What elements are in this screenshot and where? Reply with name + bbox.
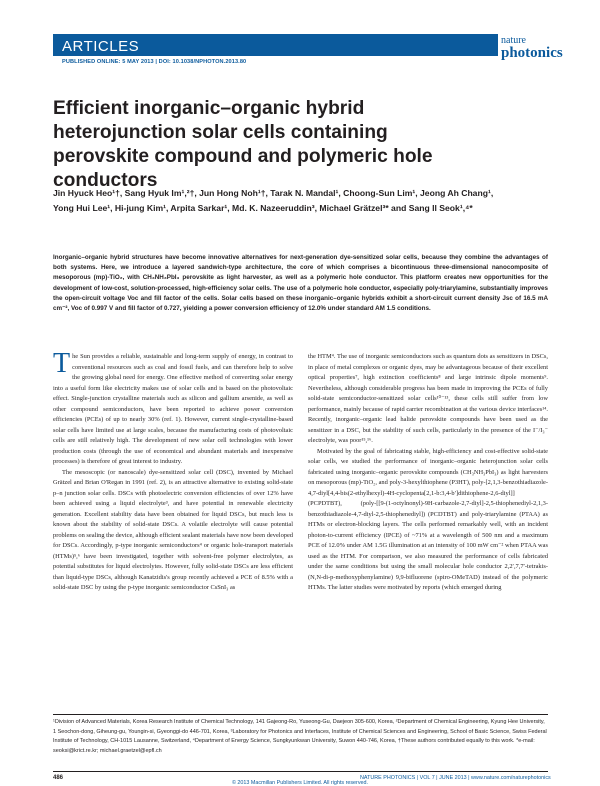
author-list: Jin Hyuck Heo¹†, Sang Hyuk Im¹,²†, Jun Hong Noh¹†, Tarak N. Mandal¹, Choong-Sun Lim¹, Jeong Ah Chang¹, Yong Hui Lee¹, Hi-jung Kim¹, Arpita Sarkar¹, Md. K. Nazeeruddin³, Michael Grätzel³* and Sang Il Seok¹,⁴* bbox=[53, 188, 494, 213]
page-number: 486 bbox=[53, 775, 64, 781]
journal-footer: NATURE PHOTONICS | VOL 7 | JUNE 2013 | www.nature.com/naturephotonics bbox=[360, 775, 551, 781]
copyright: © 2013 Macmillan Publishers Limited. All rights reserved. bbox=[231, 780, 369, 786]
logo-line-photonics: photonics bbox=[501, 45, 563, 61]
paragraph: The mesoscopic (or nanoscale) dye-sensitized solar cell (DSC), invented by Michael Grätzel and Brian O'Regan in 1991 (ref. 2), is an attractive alternative to existing solid-state p–n junction solar cells. DSCs with photoelectric conversion efficiencies of over 12% have been achieved using a liquid electrolyte³, and have potential in renewable electricity generation. Excellent stability data have been obtained for liquid DSCs, but much less is known about the stability of solid-state DSCs. A volatile electrolyte will cause potential problems on sealing the device, although efficient sealant materials have now been developed for DSCs. Accordingly, p-type inorganic semiconductors⁴ or organic hole-transport materials (HTMs)⁵,⁶ have been investigated, together with solvent-free polymer electrolytes, as potential substitutes for liquid electrolytes. However, fully solid-state DSCs are less efficient than liquid-type DSCs, although Kanatzidis's group recently achieved a PCE of 8.5% with a solid-state DSC by using the p-type inorganic semiconductor CsSnI₃ as bbox=[53, 468, 293, 591]
journal-logo bbox=[501, 35, 563, 61]
logo-line-nature: nature bbox=[501, 35, 526, 46]
paragraph bbox=[53, 348, 293, 468]
paragraph-text: he Sun provides a reliable, sustainable and long-term supply of energy, in contrast to conventional resources such as coal and fossil fuels, and can therefore help to solve the growing global need for energy. One effective method of converting solar energy into a useful form like electricity makes use of solar cells and is based on the photovoltaic effect. Single-junction crystalline materials such as silicon and gallium arsenide, as well as other compound semiconductors, have been reported to achieve power conversion efficiencies (PCEs) of up to nearly 30% (ref. 1). However, current single-crystalline-based solar cells have limited use at large scales, because the manufacturing costs of photovoltaic cells are still relatively high. The development of new solar cell technologies with lower production costs (through the use of economical and abundant materials and inexpensive processes) is therefore of great interest to industry. bbox=[53, 353, 293, 465]
body-column-left bbox=[53, 348, 293, 594]
article-title: Efficient inorganic–organic hybrid heterojunction solar cells containing perovskite compound and polymeric hole conductors bbox=[53, 98, 433, 191]
body-column-right bbox=[308, 352, 548, 594]
abstract: Inorganic–organic hybrid structures have become innovative alternatives for next-generation dye-sensitized solar cells, because they combine the advantages of both systems. Here, we introduce a layered sandwich-type architecture, the core of which comprises a bicontinuous three-dimensional nanocomposite of mesoporous (mp)-TiO₂, with CH₃NH₃PbI₃ perovskite as light harvester, as well as a polymeric hole conductor. This platform creates new opportunities for the development of low-cost, solution-processed, high-efficiency solar cells. The use of a polymeric hole conductor, especially poly-triarylamine, substantially improves the open-circuit voltage Voc and fill factor of the cells. Solar cells based on these inorganic–organic hybrids exhibit a short-circuit current density Jsc of 16.5 mA cm⁻², Voc of 0.997 V and fill factor of 0.727, yielding a power conversion efficiency of 12.0% under standard AM 1.5 conditions. bbox=[53, 254, 548, 313]
paragraph: the HTM⁴. The use of inorganic semiconductors such as quantum dots as sensitizers in DSCs, in place of metal complexes or organic dyes, may be advantageous because of their excellent optical properties⁷, high extinction coefficients⁸ and large intrinsic dipole moments⁹. Nevertheless, although considerable progress has been made in improving the PCEs of fully solid-state semiconductor-sensitized solar cells¹⁰⁻¹³, these cells still suffer from low performance, mainly because of rapid carrier recombination at the various device interfaces¹⁴. Recently, inorganic–organic lead halide perovskite compounds have been used as the sensitizer in a DSC, but the stability of such cells, particularly in the presence of the I⁻/I₃⁻ electrolyte, was poor¹⁵,¹⁶. bbox=[308, 353, 548, 444]
drop-cap: T bbox=[53, 348, 71, 379]
section-label: ARTICLES bbox=[62, 38, 140, 55]
paragraph: Motivated by the goal of fabricating stable, high-efficiency and cost-effective solid-state solar cells, we studied the performance of inorganic–organic heterojunction solar cells fabricated using inorganic–organic perovskite compounds (CH₃NH₃PbI₃) as light harvesters on mesoporous (mp)-TiO₂, and poly-3-hexylthiophene (P3HT), poly-[2,1,3-benzothiadiazole-4,7-diyl[4,4-bis(2-ethylhexyl)-4H-cyclopenta[2,1-b:3,4-b′]dithiophene-2,6-diyl]] (PCPDTBT), (poly-[[9-(1-octylnonyl)-9H-carbazole-2,7-diyl]-2,5-thiophenediyl-2,1,3-benzothiadiazole-4,7-diyl-2,5-thiophenediyl]) (PCDTBT) and poly-triarylamine (PTAA) as HTMs or electron-blocking layers. The cells performed remarkably well, with an incident photon-to-current efficiency (IPCE) of ~71% at a wavelength of 500 nm and a maximum PCE of 12.0% under AM 1.5G illumination at an intensity of 100 mW cm⁻² when PTAA was used as the HTM. For comparison, we also measured the performance of cells fabricated under the same conditions but using the small molecular hole conductor 2,2′,7,7′-tetrakis-(N,N-di-p-methoxyphenylamine) 9,9-bifluorene (spiro-OMeTAD) instead of the polymeric HTMs. The latter studies were motivated by reports (which emerged during bbox=[308, 447, 548, 591]
publication-line: PUBLISHED ONLINE: 5 MAY 2013 | DOI: 10.1038/NPHOTON.2013.80 bbox=[62, 59, 247, 65]
affiliations: ¹Division of Advanced Materials, Korea Research Institute of Chemical Technology, 141 Gajeong-Ro, Yuseong-Gu, Daejeon 305-600, Korea, ²Department of Chemical Engineering, Kyung Hee University, 1 Seochon-dong, Giheung-gu, Youngin-si, Gyeonggi-do 446-701, Korea, ³Laboratory for Photonics and Interfaces, Institute of Chemical Sciences and Engineering, School of Basic Science, Swiss Federal Institute of Technology, CH-1015 Lausanne, Switzerland, ⁴Department of Energy Science, Sungkyunkwan University, Suwon 440-746, Korea, †These authors contributed equally to this work. *e-mail: seoksi@krict.re.kr; michael.graetzel@epfl.ch bbox=[53, 714, 548, 756]
footer-rule bbox=[53, 771, 548, 772]
